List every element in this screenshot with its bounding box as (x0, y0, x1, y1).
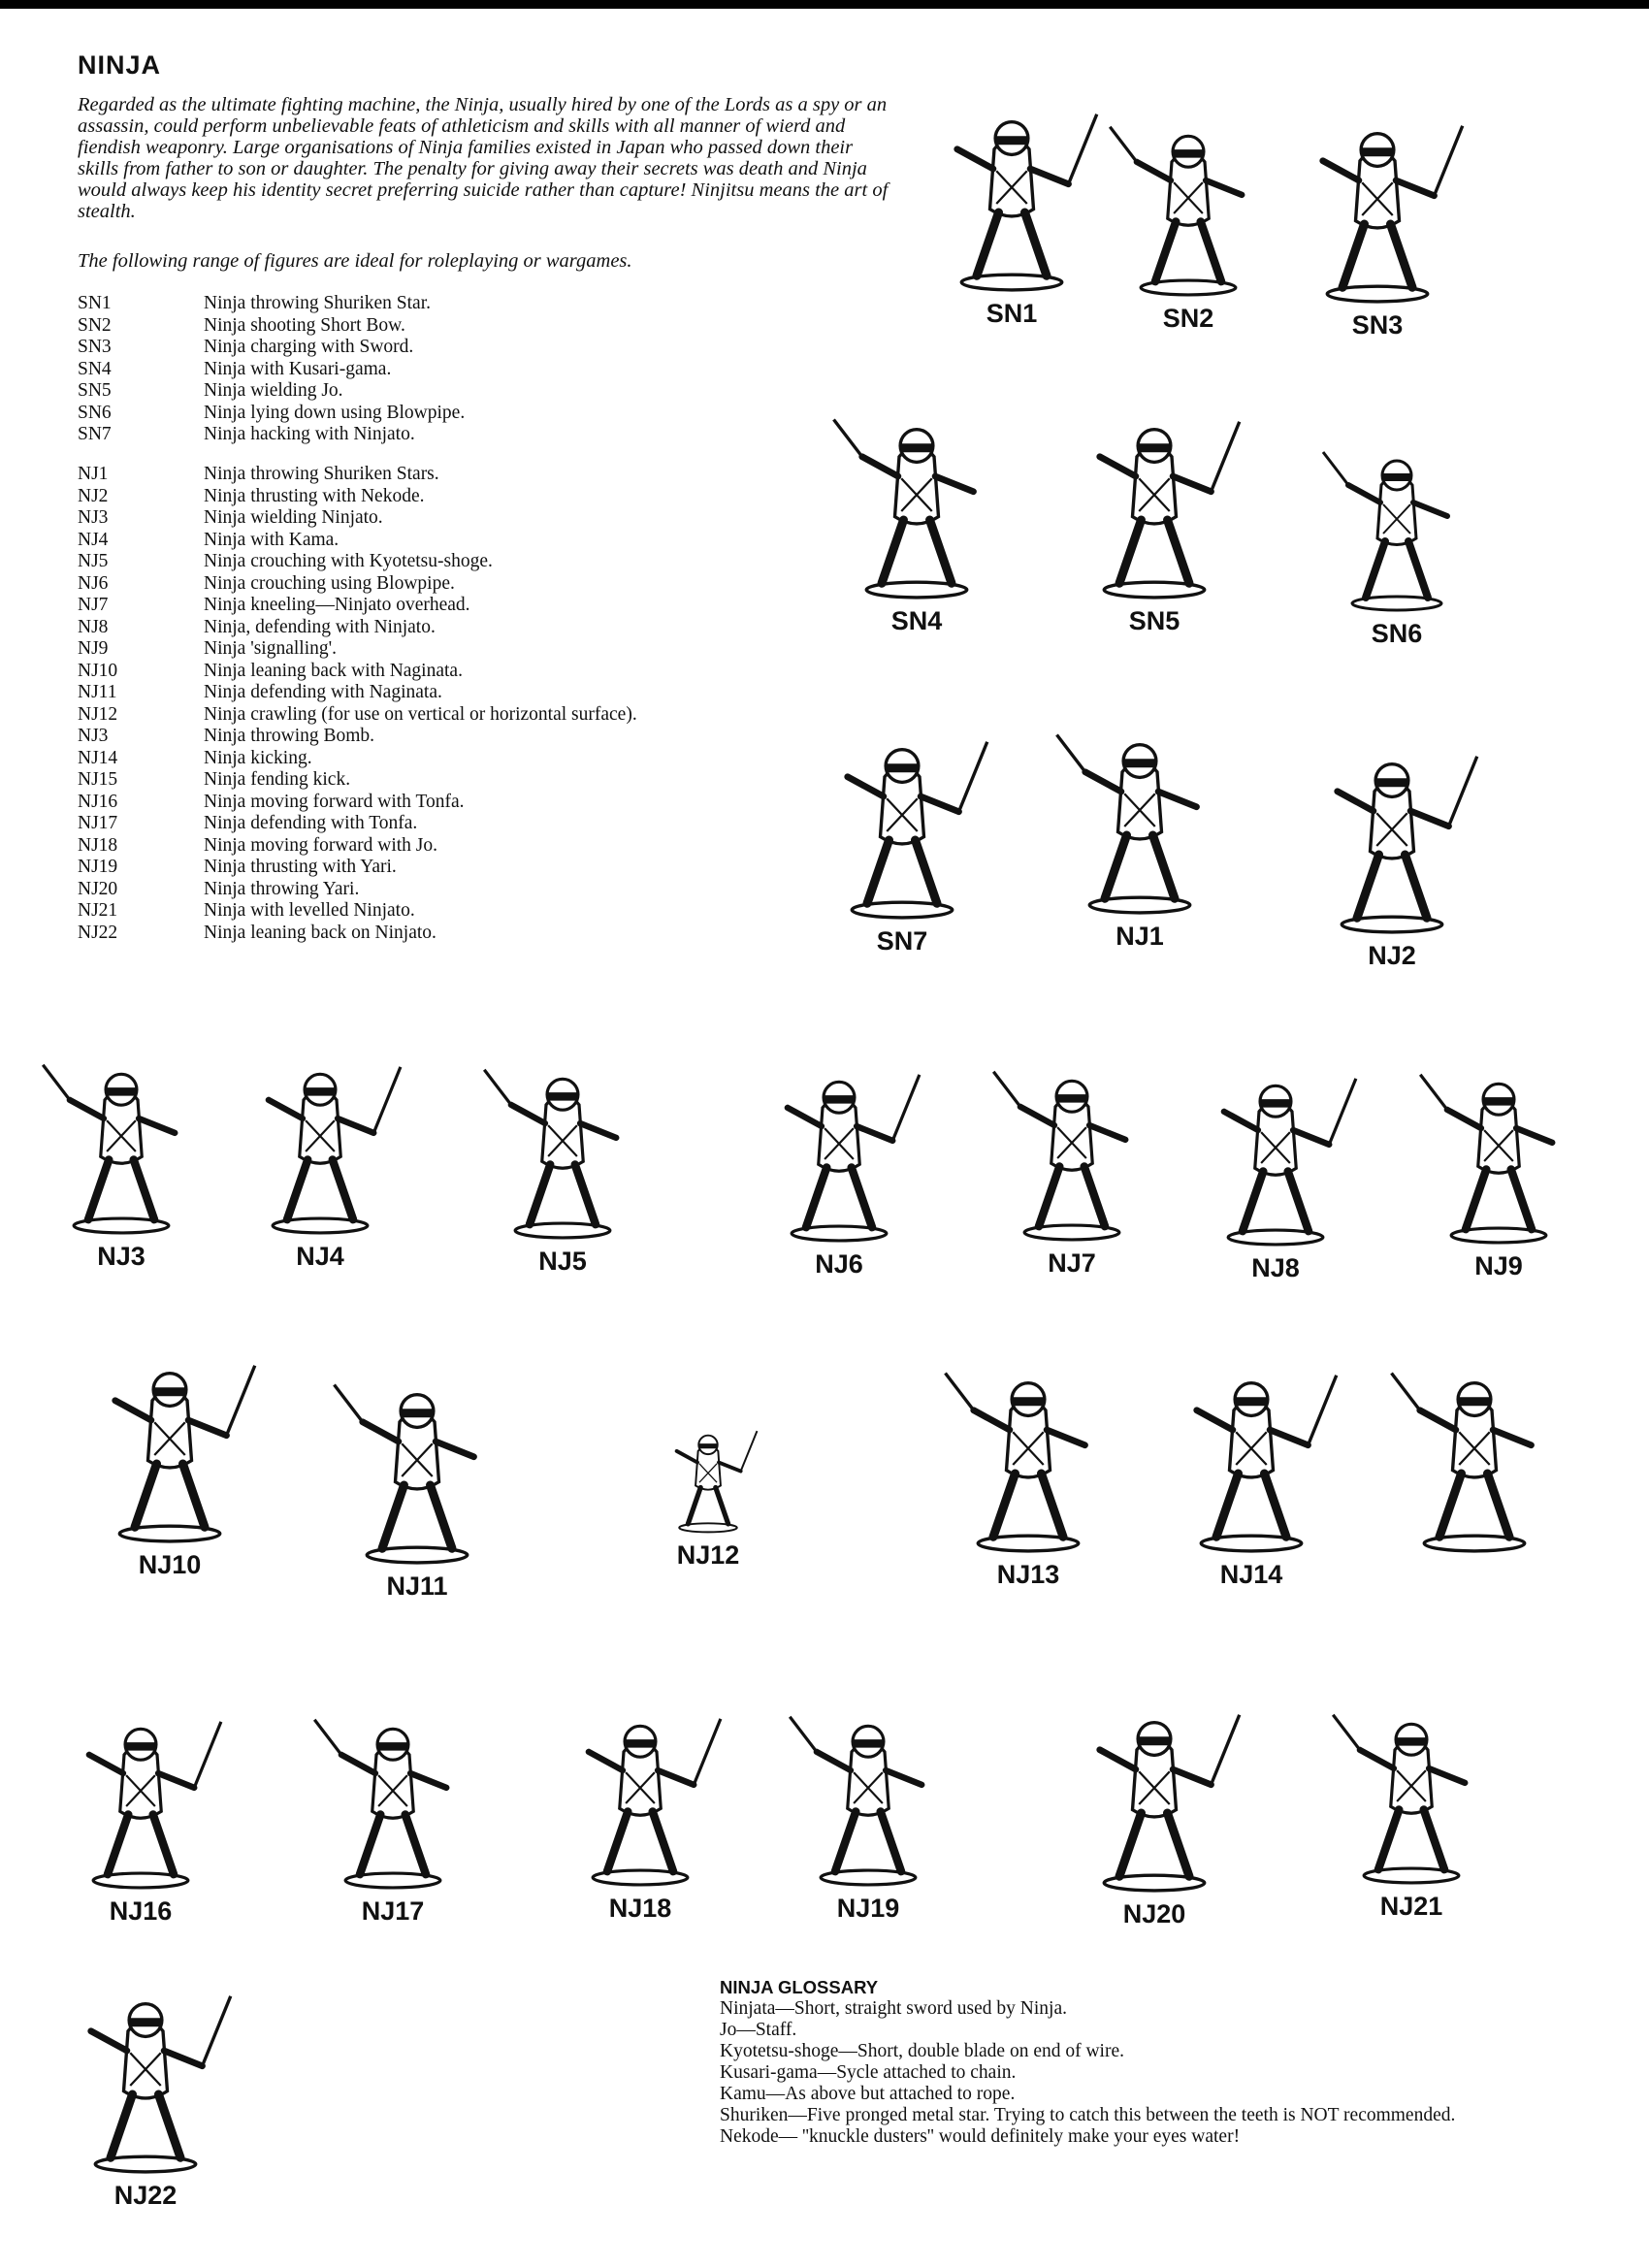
figure-label: NJ7 (1048, 1248, 1096, 1278)
ninja-figure-icon (989, 1057, 1154, 1241)
figure-sn3 (1290, 92, 1465, 344)
list-item: NJ12 Ninja crawling (for use on vertical or horizontal surface). (78, 703, 637, 725)
list-item: NJ3 Ninja wielding Ninjato. (78, 507, 383, 528)
figure-sn5 (1067, 388, 1242, 645)
figure-label: NJ21 (1379, 1892, 1443, 1921)
glossary-entry: Kusari-gama—Sycle attached to chain. (720, 2062, 1017, 2083)
figure-label: NJ3 (97, 1242, 146, 1271)
figure-label: NJ4 (296, 1242, 344, 1271)
figure-label: NJ20 (1122, 1899, 1186, 1928)
figure-label: NJ17 (361, 1896, 425, 1926)
ninja-figure-icon (58, 1960, 233, 2173)
list-item: SN5 Ninja wielding Jo. (78, 380, 343, 401)
list-item: NJ2 Ninja thrusting with Nekode. (78, 485, 425, 506)
figure-label: SN5 (1128, 606, 1180, 635)
figure-label: NJ22 (113, 2181, 178, 2210)
figure-label: NJ1 (1116, 922, 1164, 951)
figure-nj21 (1329, 1673, 1494, 1935)
range-note: The following range of figures are ideal for roleplaying or wargames. (78, 250, 632, 272)
figure-nj10 (82, 1339, 257, 1591)
figure-label: NJ14 (1219, 1560, 1283, 1589)
figure-label: NJ19 (836, 1894, 900, 1923)
list-item: SN2 Ninja shooting Short Bow. (78, 314, 405, 336)
list-item: SN1 Ninja throwing Shuriken Star. (78, 293, 431, 313)
ninja-figure-icon (1106, 92, 1271, 296)
figure-label: NJ10 (138, 1550, 202, 1579)
figure-nj6 (757, 1057, 922, 1285)
figure-nj12 (621, 1426, 795, 1581)
figure-label: NJ18 (608, 1894, 672, 1923)
list-item: NJ5 Ninja crouching with Kyotetsu-shoge. (78, 551, 493, 571)
list-item: NJ1 Ninja throwing Shuriken Stars. (78, 464, 439, 484)
list-item: NJ9 Ninja 'signalling'. (78, 638, 338, 659)
list-item: NJ17 Ninja defending with Tonfa. (78, 813, 418, 833)
figure-nj22 (58, 1960, 233, 2231)
ninja-figure-icon (941, 1358, 1116, 1552)
figure-label: NJ12 (676, 1540, 740, 1570)
list-item: SN7 Ninja hacking with Ninjato. (78, 424, 415, 444)
list-item: NJ7 Ninja kneeling—Ninjato overhead. (78, 595, 470, 615)
ninja-figure-icon (621, 1426, 795, 1533)
list-item: SN6 Ninja lying down using Blowpipe. (78, 402, 466, 423)
glossary-entry: Ninjata—Short, straight sword used by Ninja. (720, 1998, 1067, 2019)
list-item: NJ22 Ninja leaning back on Ninjato. (78, 922, 436, 943)
figure-label: NJ8 (1251, 1253, 1300, 1282)
list-item: NJ11 Ninja defending with Naginata. (78, 682, 442, 702)
ninja-figure-icon (58, 1683, 223, 1889)
list-item: NJ18 Ninja moving forward with Jo. (78, 834, 438, 856)
figure-nj18 (558, 1649, 723, 1935)
ninja-figure-icon (1305, 723, 1479, 933)
figure-nj17 (310, 1654, 475, 1935)
ninja-figure-icon (1164, 1348, 1339, 1552)
glossary-entry: Shuriken—Five pronged metal star. Trying to catch this between the teeth is NOT recommended. (720, 2105, 1456, 2125)
figure-label: NJ11 (386, 1571, 448, 1601)
figure-sn6 (1310, 446, 1484, 655)
figure-sn2 (1106, 92, 1271, 340)
ninja-figure-icon (558, 1649, 723, 1886)
list-item: NJ10 Ninja leaning back with Naginata. (78, 660, 463, 681)
list-item: NJ16 Ninja moving forward with Tonfa. (78, 791, 465, 812)
figure-sn4 (829, 388, 1004, 645)
page-title: NINJA (78, 50, 162, 80)
ninja-figure-icon (1329, 1673, 1494, 1884)
list-item: NJ15 Ninja fending kick. (78, 769, 351, 790)
figure-nj9 (1416, 1038, 1581, 1285)
figure-nj1 (1052, 713, 1227, 965)
glossary-entry: Nekode— ''knuckle dusters'' would definitely make your eyes water! (720, 2126, 1241, 2147)
list-item: NJ21 Ninja with levelled Ninjato. (78, 900, 415, 921)
figure-sn1 (924, 87, 1099, 335)
ninja-figure-icon (1067, 1669, 1242, 1892)
ninja-figure-icon (829, 388, 1004, 599)
figure-label: SN1 (986, 299, 1038, 328)
list-item: NJ6 Ninja crouching using Blowpipe. (78, 572, 455, 594)
figure-nj13 (941, 1358, 1116, 1601)
figure-nj16 (58, 1683, 223, 1935)
ninja-figure-icon (1310, 446, 1484, 611)
figure-label: NJ5 (538, 1247, 587, 1276)
ninja-figure-icon (39, 1028, 204, 1234)
figure-nj7 (989, 1057, 1154, 1285)
ninja-figure-icon (1416, 1038, 1581, 1244)
figure-label: NJ13 (996, 1560, 1060, 1589)
figure-label: NJ16 (109, 1896, 173, 1926)
figure-nj11 (330, 1353, 504, 1610)
figure-label: SN7 (876, 926, 928, 956)
ninja-figure-icon (815, 713, 989, 919)
list-item: SN3 Ninja charging with Sword. (78, 337, 414, 357)
figure-nj20 (1067, 1669, 1242, 1940)
ninja-figure-icon (924, 87, 1099, 291)
ninja-figure-icon (1290, 92, 1465, 303)
figure-nj8 (1193, 1038, 1358, 1290)
figure-label: NJ2 (1368, 941, 1416, 970)
figure-label: NJ6 (815, 1249, 863, 1279)
list-item: NJ8 Ninja, defending with Ninjato. (78, 616, 436, 637)
sn-code-list (78, 293, 815, 446)
ninja-figure-icon (82, 1339, 257, 1542)
ninja-figure-icon (786, 1669, 951, 1886)
figure-nj19 (786, 1669, 951, 1935)
list-item: NJ20 Ninja throwing Yari. (78, 878, 360, 899)
figure-nj14 (1164, 1348, 1339, 1601)
glossary-entry: Kyotetsu-shoge—Short, double blade on end of wire. (720, 2041, 1125, 2061)
figure-label: SN4 (890, 606, 943, 635)
glossary-entry: Jo—Staff. (720, 2020, 797, 2040)
ninja-figure-icon (480, 1048, 645, 1239)
figure-label: SN2 (1162, 304, 1214, 333)
list-item: NJ19 Ninja thrusting with Yari. (78, 857, 397, 877)
figure-label: SN6 (1371, 619, 1423, 648)
figure-nj2 (1305, 723, 1479, 980)
figure-sn7 (815, 713, 989, 965)
intro-paragraph: Regarded as the ultimate fighting machine, the Ninja, usually hired by one of the Lords as a spy or an assassin, could perform unbelievable feats of athleticism and skills with all manner of wierd and fiendish weaponry. Large organisations of Ninja families existed in Japan who passed down their skills from father to son or daughter. The penalty for giving away their secrets was death and Ninja would always keep his identity secret preferring suicide rather than capture! Ninjitsu means the art of stealth. (78, 94, 889, 222)
glossary-title: NINJA GLOSSARY (720, 1977, 879, 1997)
list-item: NJ14 Ninja kicking. (78, 747, 312, 768)
ninja-figure-icon (1387, 1358, 1562, 1552)
top-border (0, 0, 1649, 9)
list-item: SN4 Ninja with Kusari-gama. (78, 358, 392, 379)
list-item: NJ3 Ninja throwing Bomb. (78, 726, 375, 746)
figure-label: NJ9 (1474, 1251, 1523, 1280)
figure-nj3 (39, 1028, 204, 1280)
list-item: NJ4 Ninja with Kama. (78, 529, 340, 550)
nj-code-list (78, 464, 815, 944)
ninja-figure-icon (1067, 388, 1242, 599)
ninja-figure-icon (238, 1043, 403, 1234)
figure-nj5 (480, 1048, 645, 1285)
ninja-figure-icon (310, 1654, 475, 1889)
glossary-entry: Kamu—As above but attached to rope. (720, 2084, 1016, 2104)
ninja-glossary (720, 1977, 1554, 2148)
figure-label: SN3 (1351, 310, 1404, 340)
ninja-figure-icon (330, 1353, 504, 1564)
ninja-figure-icon (1193, 1038, 1358, 1246)
figure-nj15 (1387, 1358, 1562, 1562)
figure-nj4 (238, 1043, 403, 1280)
ninja-figure-icon (1052, 713, 1227, 914)
ninja-figure-icon (757, 1057, 922, 1242)
